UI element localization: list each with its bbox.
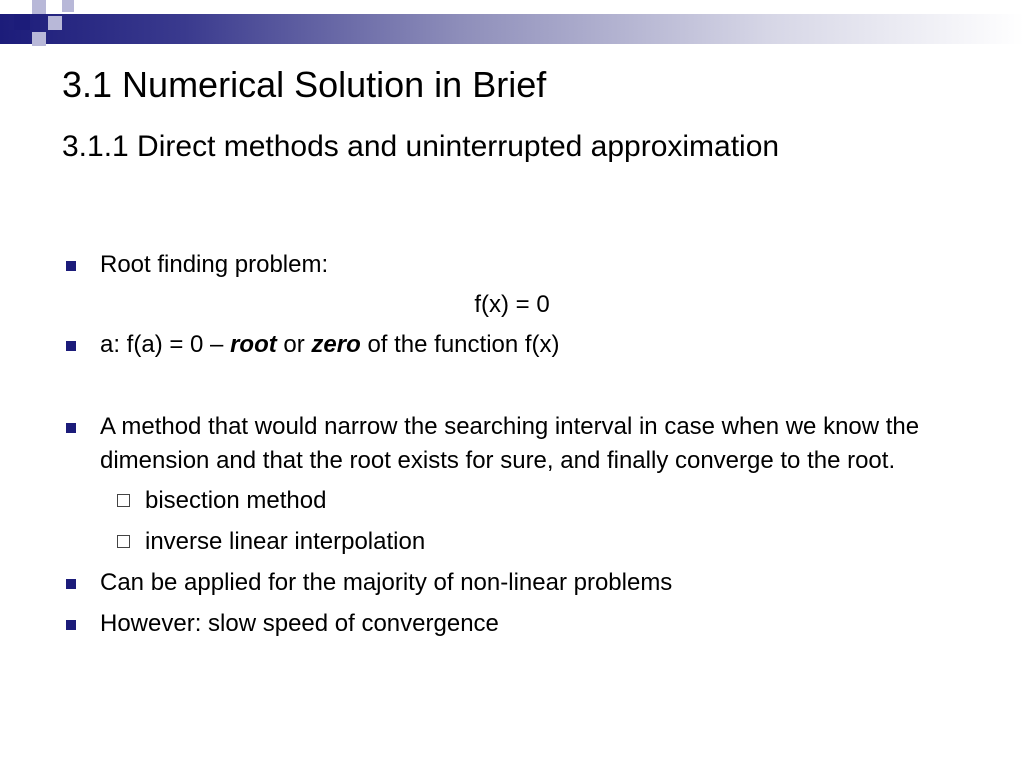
bullet-text: However: slow speed of convergence [100,610,499,637]
decor-square [62,0,74,12]
square-bullet-icon [66,620,76,630]
sub-bullet-text: inverse linear interpolation [145,528,426,555]
decor-square [32,0,46,14]
decor-square [14,14,30,30]
slide-title: 3.1 Numerical Solution in Brief [62,64,547,105]
square-bullet-icon [66,423,76,433]
hollow-square-bullet-icon [117,494,130,507]
slide-content [62,248,962,641]
decor-square [32,32,46,46]
bullet-text-part: or [276,331,312,358]
square-bullet-icon [66,261,76,271]
decor-square [48,16,62,30]
header-decoration [0,0,1024,60]
slide-subtitle: 3.1.1 Direct methods and uninterrupted approximation [62,130,780,163]
bullet-item [62,566,962,600]
sub-bullet-item [62,525,962,559]
square-bullet-icon [66,579,76,589]
header-gradient-bar [0,14,1024,44]
bullet-text: Can be applied for the majority of non-linear problems [100,569,673,596]
bullet-item [62,607,962,641]
sub-bullet-text: bisection method [145,487,327,514]
emphasis-root: root [230,331,277,358]
emphasis-zero: zero [311,331,361,358]
bullet-text: Root finding problem: [100,251,329,278]
bullet-item [62,410,962,478]
square-bullet-icon [66,341,76,351]
sub-bullet-item [62,484,962,518]
bullet-text: A method that would narrow the searching interval in case when we know the dimension and that the root exists for sure, and finally converge to the root. [100,413,920,474]
bullet-text-part: a: f(a) = 0 – [100,331,231,358]
equation: f(x) = 0 [474,291,550,318]
bullet-item [62,248,962,282]
bullet-item [62,328,962,362]
bullet-text-part: of the function f(x) [360,331,560,358]
hollow-square-bullet-icon [117,535,130,548]
